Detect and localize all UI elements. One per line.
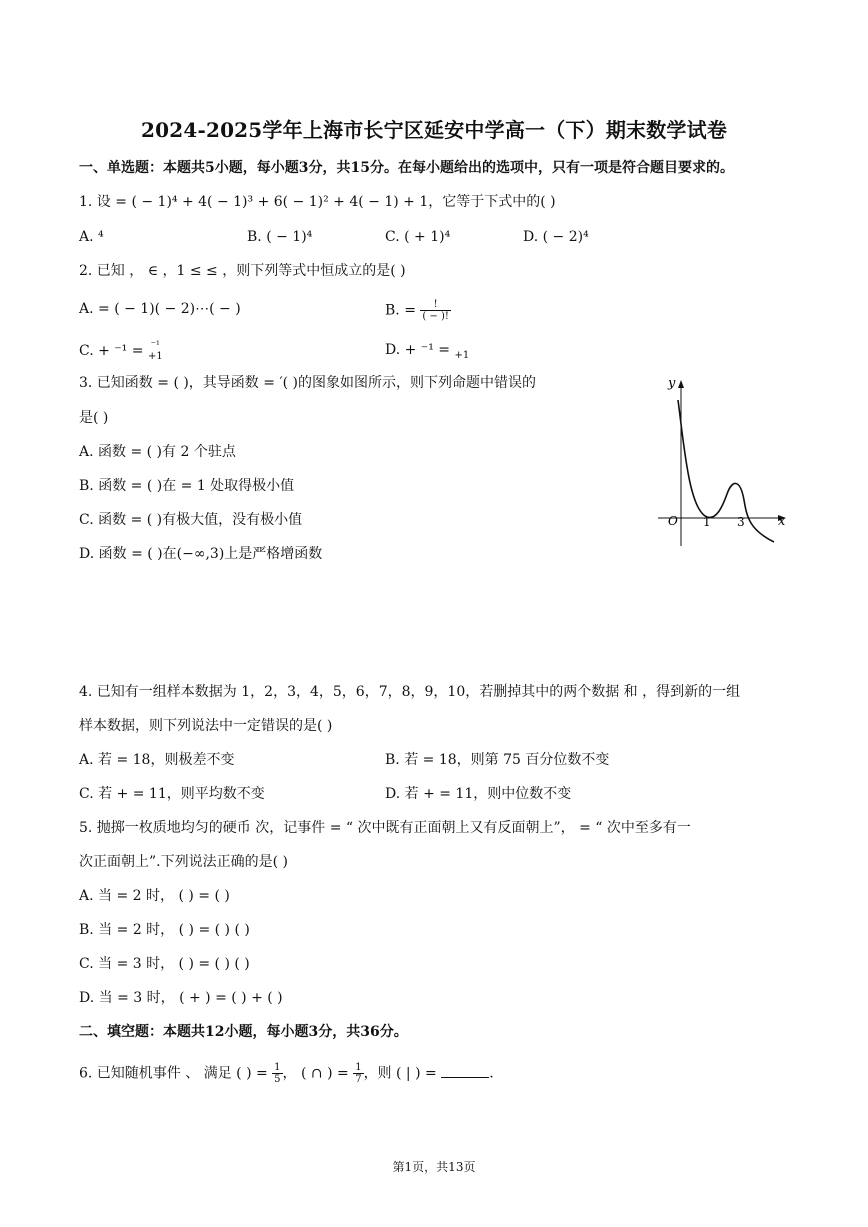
page-footer: 第1页，共13页 [392,1160,476,1174]
q4-option-d: D. 若 + = 11，则中位数不变 [385,786,572,802]
tick-label-3: 3 [737,515,745,529]
q2-option-c [79,340,163,362]
fraction-numerator: 1 [355,1062,362,1073]
q5-stem-line1: 5. 抛掷一枚质地均匀的硬币 次，记事件 = “ 次中既有正面朝上又有反面朝上”， = “ 次中至多有一 [79,820,691,836]
q3-option-a: A. 函数 = ( )有 2 个驻点 [79,444,236,460]
q1-option-b: B. ( − 1)⁴ [247,229,313,245]
q4-option-a: A. 若 = 18，则极差不变 [79,752,235,768]
q6-period: . [489,1065,494,1082]
q4-stem-line2: 样本数据，则下列说法中一定错误的是( ) [79,718,333,734]
q6-fraction-1 [272,1062,282,1085]
q3-stem-line2: 是( ) [79,410,109,426]
x-axis-label: x [778,514,786,529]
q2-option-d-sub: +1 [454,349,470,361]
q3-option-d: D. 函数 = ( )在(−∞,3)上是严格增函数 [79,546,323,562]
tick-label-1: 1 [703,515,711,529]
derivative-curve [678,400,774,542]
q1-option-d: D. ( − 2)⁴ [523,229,589,245]
q2-option-d-lhs: D. + ⁻¹ = [385,342,450,358]
q2-option-d [385,340,469,360]
fraction-numerator: 1 [274,1062,281,1073]
section-1-heading: 一、单选题：本题共5小题，每小题3分，共15分。在每小题给出的选项中，只有一项是符合题目要求的。 [79,160,734,176]
answer-blank[interactable] [441,1063,489,1078]
section-2-heading: 二、填空题：本题共12小题，每小题3分，共36分。 [79,1024,408,1040]
page-title: 2024-2025学年上海市长宁区延安中学高一（下）期末数学试卷 [140,118,728,142]
q2-option-b-fraction [420,299,451,322]
q2-option-c-sup: ⁻¹ [150,340,160,351]
q2-option-c-sub: +1 [147,351,163,362]
fraction-numerator: ! [420,299,451,311]
q5-option-c: C. 当 = 3 时， ( ) = ( ) ( ) [79,956,250,972]
q1-option-c: C. ( + 1)⁴ [385,229,451,245]
q4-option-b: B. 若 = 18，则第 75 百分位数不变 [385,752,610,768]
q5-option-a: A. 当 = 2 时， ( ) = ( ) [79,888,230,904]
q6-stem-mid: ， ( ∩ ) = [282,1065,349,1082]
q4-option-c: C. 若 + = 11，则平均数不变 [79,786,265,802]
q5-stem-line2: 次正面朝上”.下列说法正确的是( ) [79,854,288,870]
y-axis-arrow [678,380,684,388]
q3-option-c: C. 函数 = ( )有极大值，没有极小值 [79,512,303,528]
q2-option-b [385,299,451,322]
q2-option-c-lhs: C. + ⁻¹ = [79,343,144,359]
y-axis-label: y [668,376,676,391]
origin-label: O [668,514,678,528]
q2-stem: 2. 已知 ， ∈ ，1 ≤ ≤ ，则下列等式中恒成立的是( ) [79,263,406,279]
q2-option-a: A. = ( − 1)( − 2)⋯( − ) [79,301,241,317]
q2-option-c-term [148,340,163,362]
q4-stem-line1: 4. 已知有一组样本数据为 1，2，3，4，5，6，7，8，9，10，若删掉其中的两个数据 和 ，得到新的一组 [79,684,741,700]
fraction-denominator: ( − )! [422,311,449,322]
q1-option-a: A. ⁴ [79,229,104,245]
q3-option-b: B. 函数 = ( )在 = 1 处取得极小值 [79,478,295,494]
q5-option-b: B. 当 = 2 时， ( ) = ( ) ( ) [79,922,250,938]
derivative-graph [654,370,794,550]
q6-stem-end: ，则 ( | ) = [363,1065,437,1082]
q2-option-b-lhs: B. = [385,302,416,319]
q5-option-d: D. 当 = 3 时， ( + ) = ( ) + ( ) [79,990,283,1006]
q3-stem-line1: 3. 已知函数 = ( )，其导函数 = ′( )的图象如图所示，则下列命题中错误的 [79,375,536,391]
q1-stem: 1. 设 = ( − 1)⁴ + 4( − 1)³ + 6( − 1)² + 4( − 1) + 1，它等于下式中的( ) [79,194,556,210]
fraction-denominator: 5 [274,1074,281,1085]
fraction-denominator: 7 [355,1074,362,1085]
q6-stem-start: 6. 已知随机事件 、 满足 ( ) = [79,1065,268,1082]
q6-fraction-2 [353,1062,363,1085]
q6-stem [79,1062,494,1085]
